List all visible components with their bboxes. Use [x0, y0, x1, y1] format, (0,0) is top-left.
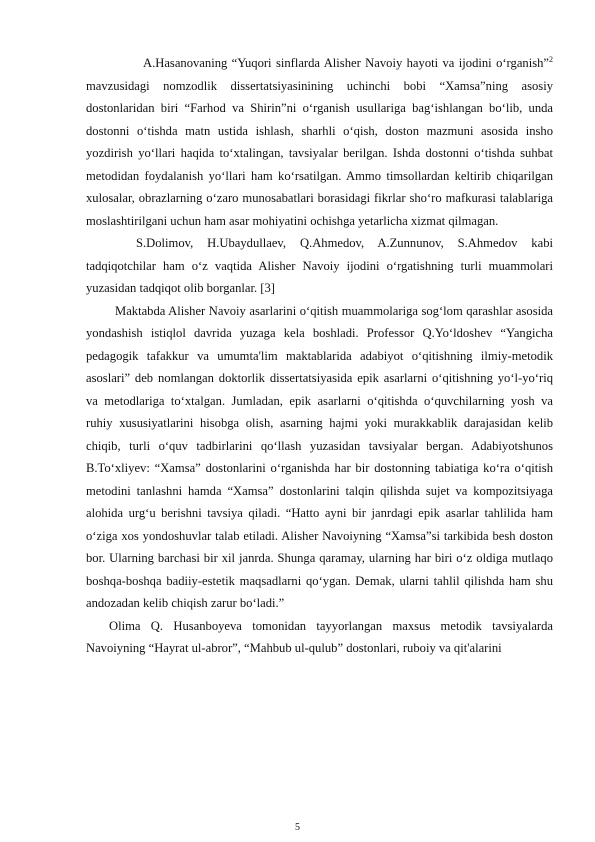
page-number: 5 [295, 822, 300, 833]
paragraph-dolimov: S.Dolimov, H.Ubaydullaev, Q.Ahmedov, A.Zunnunov, S.Ahmedov kabi tadqiqotchilar ham o‘z vaqtida Alisher Navoiy ijodini o‘rgatishning turli muammolari yuzasidan tadqiqot olib borganlar. [3] [86, 236, 553, 295]
body-text [86, 52, 553, 660]
paragraph-maktabda: Maktabda Alisher Navoiy asarlarini o‘qitish muammolariga sog‘lom qarashlar asosida yondashish istiqlol davrida yuzaga kela boshladi. Professor Q.Yo‘ldoshev “Yangicha pedagogik tafakkur va umumta'lim maktablarida adabiyot o‘qitishning ilmiy-metodik asoslari” deb nomlangan doktorlik dissertatsiyasida epik asarlarni o‘qitishning yo‘l-yo‘riq va metodlariga to‘xtalgan. Jumladan, epik asarlarni o‘qitishda o‘quvchilarning yosh va ruhiy xususiyatlarini hisobga olish, asarning hajmi yoki murakkablik darajasidan kelib chiqib, turli o‘quv tadbirlarini qo‘llash yuzasidan tavsiyalar bergan. Adabiyotshunos B.To‘xliyev: “Xamsa” dostonlarini o‘rganishda har bir dostonning tabiatiga ko‘ra o‘qitish metodini tanlashni hamda “Xamsa” dostonlarini talqin qilishda sujet va kompozitsiyaga alohida urg‘u berishni tavsiya qiladi. “Hatto ayni bir janrdagi epik asarlar tahlilida ham o‘ziga xos yondoshuvlar talab etiladi. Alisher Navoiyning “Xamsa”si tarkibida besh doston bor. Ularning barchasi bir xil janrda. Shunga qaramay, ularning har biri o‘z oldiga mutlaqo boshqa-boshqa badiiy-estetik maqsadlarni qo‘ygan. Demak, ularni tahlil qilishda ham shu andozadan kelib chiqish zarur bo‘ladi.” [86, 303, 553, 610]
paragraph-text: A.Hasanovaning “Yuqori sinflarda Alisher Navoiy hayoti va ijodini o‘rganish” [143, 56, 549, 70]
paragraph-hasanova [86, 52, 553, 232]
paragraph-husanboyeva: Olima Q. Husanboyeva tomonidan tayyorlangan maxsus metodik tavsiyalarda Navoiyning “Hayrat ul-abror”, “Mahbub ul-qulub” dostonlari, ruboiy va qit'alarini [86, 618, 553, 655]
footnote-reference[interactable]: 2 [549, 55, 553, 64]
paragraph-text: mavzusidagi nomzodlik dissertatsiyasinining uchinchi bobi “Xamsa”ning asosiy dostonlaridan biri “Farhod va Shirin”ni o‘rganish usullariga bag‘ishlangan bo‘lib, unda dostonni o‘tishda matn ustida ishlash, sharhli o‘qish, doston mazmuni asosida insho yozdirish yo‘llari haqida to‘xtalingan, tavsiyalar berilgan. Ishda dostonni o‘tishda suhbat metodidan foydalanish yo‘llari ham ko‘rsatilgan. Ammo timsollardan keltirib chiqarilgan xulosalar, obrazlarning o‘zaro munosabatlari borasidagi fikrlar sho‘ro mafkurasi talablariga moslashtirilgani uchun ham asar mohiyatini ochishga yetarlicha xizmat qilmagan. [86, 78, 553, 228]
